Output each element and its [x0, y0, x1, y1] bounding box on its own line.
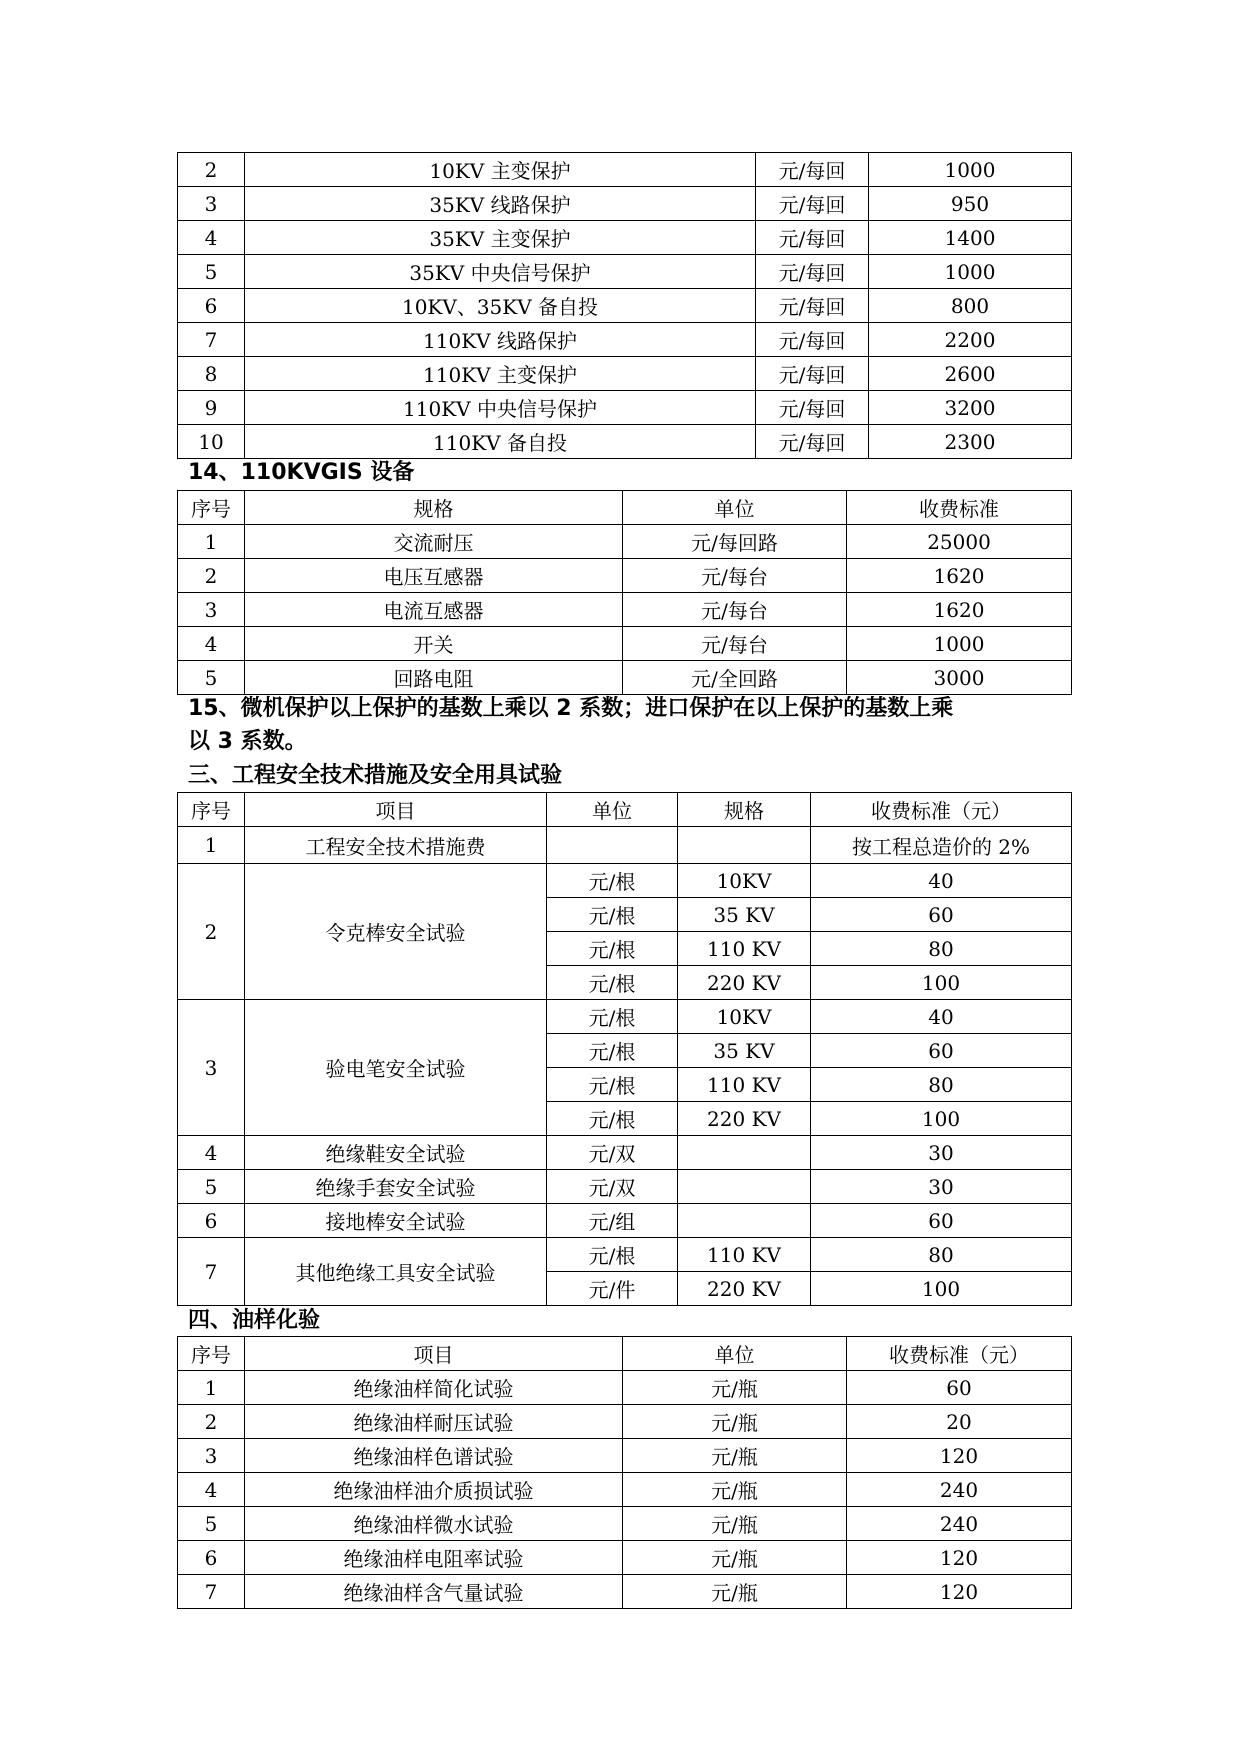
cell-unit: 元/根 — [547, 1000, 678, 1034]
cell-item: 接地棒安全试验 — [245, 1204, 547, 1238]
cell-no: 7 — [178, 1575, 245, 1609]
cell-no: 7 — [178, 323, 245, 357]
header-unit: 单位 — [547, 793, 678, 827]
cell-unit — [547, 827, 678, 864]
cell-spec: 电流互感器 — [245, 593, 623, 627]
cell-fee: 80 — [811, 1068, 1072, 1102]
cell-spec: 交流耐压 — [245, 525, 623, 559]
table-header-row — [178, 793, 1072, 827]
cell-fee: 1000 — [847, 627, 1072, 661]
table-row — [178, 187, 1072, 221]
cell-item: 10KV、35KV 备自投 — [245, 289, 756, 323]
cell-fee: 1620 — [847, 559, 1072, 593]
cell-no: 4 — [178, 1136, 245, 1170]
header-no: 序号 — [178, 491, 245, 525]
cell-unit: 元/每回 — [756, 187, 869, 221]
cell-no: 4 — [178, 1473, 245, 1507]
cell-fee: 800 — [869, 289, 1072, 323]
cell-unit: 元/瓶 — [623, 1439, 847, 1473]
cell-item: 令克棒安全试验 — [245, 864, 547, 1000]
cell-no: 6 — [178, 1204, 245, 1238]
cell-no: 5 — [178, 1507, 245, 1541]
gis-fee-table-body — [178, 491, 1072, 695]
cell-item: 其他绝缘工具安全试验 — [245, 1238, 547, 1306]
cell-unit: 元/瓶 — [623, 1541, 847, 1575]
safety-section-title: 三、工程安全技术措施及安全用具试验 — [188, 763, 563, 788]
cell-fee: 80 — [811, 1238, 1072, 1272]
cell-spec: 110 KV — [678, 1238, 811, 1272]
note-15-line2: 以 3 系数。 — [188, 729, 307, 754]
table-row — [178, 525, 1072, 559]
cell-fee: 60 — [811, 898, 1072, 932]
table-row — [178, 1439, 1072, 1473]
header-unit: 单位 — [623, 1337, 847, 1371]
cell-spec: 回路电阻 — [245, 661, 623, 695]
cell-unit: 元/根 — [547, 1102, 678, 1136]
cell-fee: 100 — [811, 1102, 1072, 1136]
cell-unit: 元/根 — [547, 1034, 678, 1068]
cell-fee: 30 — [811, 1170, 1072, 1204]
cell-no: 6 — [178, 1541, 245, 1575]
cell-no: 5 — [178, 255, 245, 289]
cell-spec: 电压互感器 — [245, 559, 623, 593]
cell-no: 2 — [178, 1405, 245, 1439]
cell-spec — [678, 1136, 811, 1170]
cell-unit: 元/双 — [547, 1170, 678, 1204]
cell-unit: 元/根 — [547, 1238, 678, 1272]
cell-item: 35KV 中央信号保护 — [245, 255, 756, 289]
table-row — [178, 391, 1072, 425]
cell-no: 2 — [178, 153, 245, 187]
safety-fee-table-body — [178, 793, 1072, 1306]
header-item: 项目 — [245, 793, 547, 827]
table-row — [178, 1170, 1072, 1204]
cell-spec: 110 KV — [678, 1068, 811, 1102]
header-unit: 单位 — [623, 491, 847, 525]
safety-fee-table — [177, 792, 1072, 1306]
cell-no: 2 — [178, 559, 245, 593]
cell-fee: 2600 — [869, 357, 1072, 391]
protection-fee-table — [177, 152, 1072, 459]
cell-fee: 40 — [811, 1000, 1072, 1034]
protection-fee-table-body — [178, 153, 1072, 459]
cell-fee: 2300 — [869, 425, 1072, 459]
cell-item: 绝缘油样含气量试验 — [245, 1575, 623, 1609]
cell-spec — [678, 1170, 811, 1204]
cell-fee: 20 — [847, 1405, 1072, 1439]
cell-spec — [678, 827, 811, 864]
cell-unit: 元/根 — [547, 1068, 678, 1102]
cell-item: 35KV 线路保护 — [245, 187, 756, 221]
cell-no: 3 — [178, 187, 245, 221]
cell-fee: 1000 — [869, 153, 1072, 187]
cell-item: 35KV 主变保护 — [245, 221, 756, 255]
table-header-row — [178, 491, 1072, 525]
cell-no: 8 — [178, 357, 245, 391]
cell-unit: 元/瓶 — [623, 1575, 847, 1609]
cell-unit: 元/每回 — [756, 153, 869, 187]
table-row — [178, 1000, 1072, 1034]
table-row — [178, 627, 1072, 661]
cell-unit: 元/根 — [547, 966, 678, 1000]
cell-spec: 10KV — [678, 864, 811, 898]
cell-fee: 60 — [811, 1204, 1072, 1238]
table-row — [178, 1371, 1072, 1405]
cell-item: 绝缘油样耐压试验 — [245, 1405, 623, 1439]
cell-no: 3 — [178, 1000, 245, 1136]
cell-fee: 2200 — [869, 323, 1072, 357]
table-row — [178, 827, 1072, 864]
cell-unit: 元/每回 — [756, 357, 869, 391]
cell-spec: 220 KV — [678, 1102, 811, 1136]
cell-fee: 3000 — [847, 661, 1072, 695]
cell-no: 6 — [178, 289, 245, 323]
cell-unit: 元/组 — [547, 1204, 678, 1238]
cell-unit: 元/双 — [547, 1136, 678, 1170]
cell-item: 110KV 线路保护 — [245, 323, 756, 357]
cell-fee: 240 — [847, 1507, 1072, 1541]
note-15-line1: 15、微机保护以上保护的基数上乘以 2 系数；进口保护在以上保护的基数上乘 — [188, 696, 954, 721]
cell-spec: 开关 — [245, 627, 623, 661]
cell-unit: 元/每回 — [756, 255, 869, 289]
oil-fee-table-body — [178, 1337, 1072, 1609]
cell-no: 10 — [178, 425, 245, 459]
cell-item: 绝缘油样油介质损试验 — [245, 1473, 623, 1507]
cell-fee: 240 — [847, 1473, 1072, 1507]
cell-item: 绝缘手套安全试验 — [245, 1170, 547, 1204]
cell-fee: 100 — [811, 966, 1072, 1000]
cell-item: 绝缘油样色谱试验 — [245, 1439, 623, 1473]
table-row — [178, 864, 1072, 898]
cell-fee: 1400 — [869, 221, 1072, 255]
cell-fee: 100 — [811, 1272, 1072, 1306]
cell-no: 5 — [178, 1170, 245, 1204]
cell-unit: 元/全回路 — [623, 661, 847, 695]
header-fee: 收费标准（元） — [811, 793, 1072, 827]
cell-fee: 80 — [811, 932, 1072, 966]
cell-spec: 110 KV — [678, 932, 811, 966]
cell-item: 110KV 主变保护 — [245, 357, 756, 391]
cell-spec: 220 KV — [678, 966, 811, 1000]
table-row — [178, 559, 1072, 593]
cell-fee: 1620 — [847, 593, 1072, 627]
table-row — [178, 255, 1072, 289]
cell-item: 工程安全技术措施费 — [245, 827, 547, 864]
table-header-row — [178, 1337, 1072, 1371]
header-no: 序号 — [178, 1337, 245, 1371]
cell-no: 1 — [178, 525, 245, 559]
cell-spec: 220 KV — [678, 1272, 811, 1306]
cell-no: 3 — [178, 593, 245, 627]
cell-fee: 40 — [811, 864, 1072, 898]
cell-fee: 3200 — [869, 391, 1072, 425]
cell-no: 3 — [178, 1439, 245, 1473]
header-fee: 收费标准 — [847, 491, 1072, 525]
cell-spec: 35 KV — [678, 1034, 811, 1068]
table-row — [178, 1405, 1072, 1439]
cell-no: 5 — [178, 661, 245, 695]
cell-item: 绝缘鞋安全试验 — [245, 1136, 547, 1170]
cell-no: 9 — [178, 391, 245, 425]
cell-unit: 元/每回 — [756, 323, 869, 357]
cell-unit: 元/每回 — [756, 391, 869, 425]
cell-unit: 元/每回 — [756, 289, 869, 323]
table-row — [178, 221, 1072, 255]
table-row — [178, 1507, 1072, 1541]
cell-unit: 元/件 — [547, 1272, 678, 1306]
cell-unit: 元/每台 — [623, 627, 847, 661]
table-row — [178, 661, 1072, 695]
table-row — [178, 1136, 1072, 1170]
cell-fee: 120 — [847, 1439, 1072, 1473]
table-row — [178, 1238, 1072, 1272]
header-no: 序号 — [178, 793, 245, 827]
cell-spec: 10KV — [678, 1000, 811, 1034]
cell-item: 110KV 备自投 — [245, 425, 756, 459]
cell-no: 4 — [178, 627, 245, 661]
cell-item: 绝缘油样电阻率试验 — [245, 1541, 623, 1575]
oil-fee-table — [177, 1336, 1072, 1609]
cell-unit: 元/根 — [547, 932, 678, 966]
gis-section-title: 14、110KVGIS 设备 — [188, 460, 415, 485]
table-row — [178, 425, 1072, 459]
cell-unit: 元/根 — [547, 898, 678, 932]
cell-spec — [678, 1204, 811, 1238]
cell-unit: 元/每回路 — [623, 525, 847, 559]
cell-fee: 120 — [847, 1575, 1072, 1609]
cell-item: 110KV 中央信号保护 — [245, 391, 756, 425]
header-spec: 规格 — [245, 491, 623, 525]
header-fee: 收费标准（元） — [847, 1337, 1072, 1371]
cell-item: 10KV 主变保护 — [245, 153, 756, 187]
cell-fee: 1000 — [869, 255, 1072, 289]
cell-no: 2 — [178, 864, 245, 1000]
cell-fee: 950 — [869, 187, 1072, 221]
note-15 — [188, 692, 1068, 758]
table-row — [178, 1575, 1072, 1609]
table-row — [178, 1541, 1072, 1575]
table-row — [178, 1204, 1072, 1238]
cell-no: 4 — [178, 221, 245, 255]
cell-fee: 30 — [811, 1136, 1072, 1170]
cell-unit: 元/根 — [547, 864, 678, 898]
cell-unit: 元/瓶 — [623, 1405, 847, 1439]
gis-fee-table — [177, 490, 1072, 695]
cell-fee: 25000 — [847, 525, 1072, 559]
table-row — [178, 289, 1072, 323]
cell-item: 绝缘油样微水试验 — [245, 1507, 623, 1541]
header-item: 项目 — [245, 1337, 623, 1371]
oil-section-title: 四、油样化验 — [188, 1308, 321, 1333]
table-row — [178, 323, 1072, 357]
cell-unit: 元/瓶 — [623, 1507, 847, 1541]
cell-item: 绝缘油样简化试验 — [245, 1371, 623, 1405]
header-spec: 规格 — [678, 793, 811, 827]
cell-unit: 元/瓶 — [623, 1473, 847, 1507]
cell-no: 7 — [178, 1238, 245, 1306]
cell-no: 1 — [178, 1371, 245, 1405]
cell-fee: 60 — [811, 1034, 1072, 1068]
table-row — [178, 153, 1072, 187]
cell-fee: 按工程总造价的 2% — [811, 827, 1072, 864]
cell-unit: 元/每台 — [623, 559, 847, 593]
table-row — [178, 1473, 1072, 1507]
cell-unit: 元/每台 — [623, 593, 847, 627]
cell-item: 验电笔安全试验 — [245, 1000, 547, 1136]
cell-fee: 120 — [847, 1541, 1072, 1575]
cell-fee: 60 — [847, 1371, 1072, 1405]
cell-unit: 元/每回 — [756, 425, 869, 459]
cell-unit: 元/瓶 — [623, 1371, 847, 1405]
cell-no: 1 — [178, 827, 245, 864]
cell-spec: 35 KV — [678, 898, 811, 932]
cell-unit: 元/每回 — [756, 221, 869, 255]
table-row — [178, 593, 1072, 627]
table-row — [178, 357, 1072, 391]
